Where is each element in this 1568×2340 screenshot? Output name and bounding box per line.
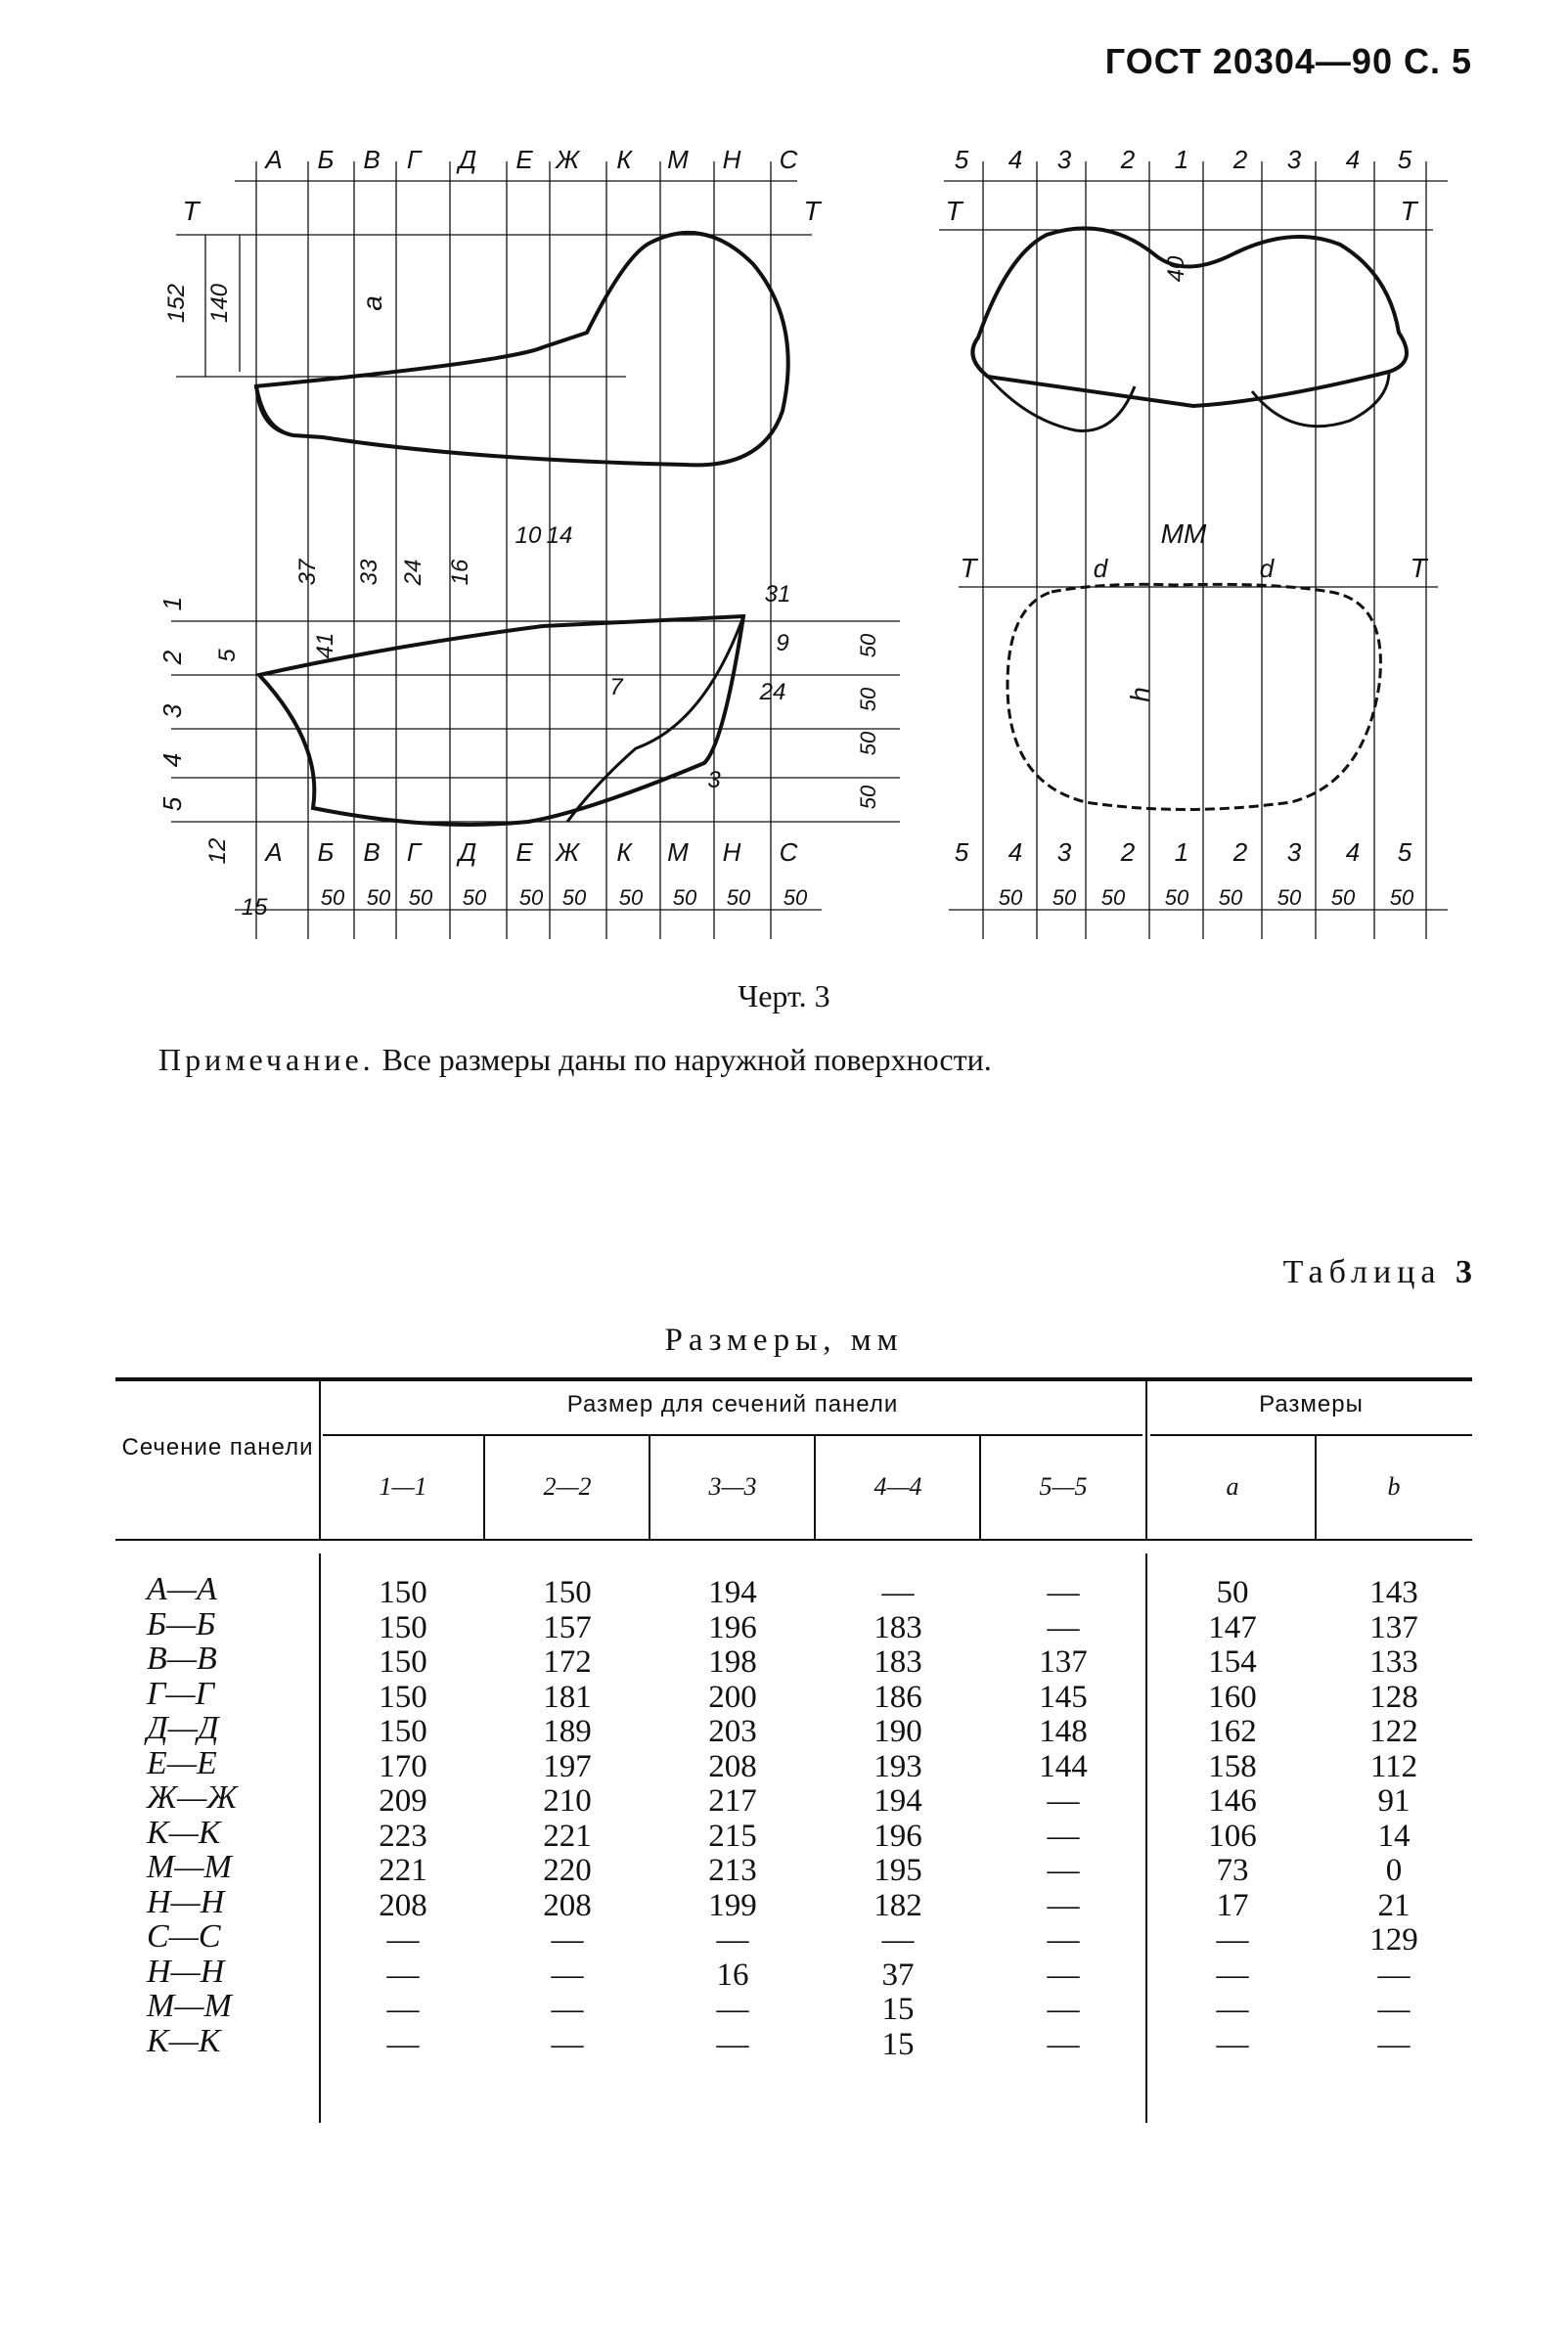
row-number: 2 [157, 650, 187, 665]
dim-24: 24 [759, 679, 786, 705]
table-cell: 200 [708, 1679, 757, 1715]
section-letter-top: Д [458, 145, 477, 174]
figure-caption: Черт. 3 [738, 978, 830, 1013]
col-number-top: 3 [1056, 145, 1072, 174]
col-number-bottom: 3 [1286, 837, 1302, 867]
right-spacing-50: 50 [1218, 885, 1243, 910]
h-label: h [1125, 687, 1155, 702]
T-label-right: Т [803, 196, 821, 226]
dim-3: 3 [707, 767, 721, 793]
table-cell: — [716, 2026, 749, 2062]
table-cell: — [716, 1922, 749, 1958]
dim-top-14: 14 [546, 522, 573, 549]
dim-top-37: 37 [294, 559, 321, 586]
table-cell: 181 [543, 1679, 592, 1715]
row-number: 5 [157, 796, 187, 812]
table-cell: 209 [379, 1783, 427, 1819]
table-row-name: С—С [147, 1918, 221, 1955]
section-letter-top: С [779, 145, 798, 174]
section-letter-top: Б [317, 145, 335, 174]
table-cell: — [1047, 1818, 1080, 1854]
table-cell: — [1047, 2026, 1080, 2062]
table-cell: 37 [881, 1957, 915, 1993]
col-group-sizes: Размеры [1259, 1391, 1364, 1418]
table-cell: — [551, 2026, 584, 2062]
section-letter-top: Е [515, 145, 533, 174]
spacing-50-vert: 50 [856, 687, 880, 712]
table-cell: — [881, 1575, 915, 1610]
col-header-4: 4—4 [874, 1472, 922, 1501]
table-cell: 194 [708, 1575, 757, 1610]
right-spacing-50: 50 [1330, 885, 1356, 910]
table-cell: 193 [874, 1748, 922, 1784]
table-cell: 198 [708, 1644, 757, 1680]
table-cell: 223 [379, 1818, 427, 1854]
table-cell: 14 [1377, 1818, 1411, 1854]
table-row-name: В—В [147, 1641, 217, 1677]
table-cell: 137 [1369, 1609, 1418, 1645]
dim-12: 12 [204, 837, 231, 865]
table-cell: — [386, 1992, 420, 2027]
col-number-bottom: 1 [1174, 837, 1189, 867]
col-number-top: 2 [1120, 145, 1136, 174]
table-cell: — [1047, 1609, 1080, 1645]
table-cell: 112 [1369, 1748, 1418, 1784]
table-cell: 50 [1216, 1575, 1249, 1610]
row-number: 4 [157, 752, 187, 768]
table-cell: 91 [1377, 1783, 1411, 1819]
table-cell: 21 [1377, 1887, 1411, 1923]
d-label-2: d [1259, 554, 1275, 583]
table-cell: 195 [874, 1853, 922, 1888]
table-cell: — [551, 1922, 584, 1958]
col-header-section: Сечение панели [121, 1434, 314, 1461]
table-label-word: Таблица [1282, 1254, 1442, 1290]
table-cell: 15 [881, 2026, 915, 2062]
table-cell: — [551, 1992, 584, 2027]
row-number: 3 [157, 703, 187, 719]
table-cell: 203 [708, 1714, 757, 1749]
table-cell: — [1047, 1957, 1080, 1993]
dim-31: 31 [764, 581, 791, 608]
table-cell: — [716, 1992, 749, 2027]
note-text: Все размеры даны по наружной поверхности. [381, 1042, 992, 1077]
table-cell: — [1047, 1992, 1080, 2027]
table-cell: 148 [1039, 1714, 1088, 1749]
table-cell: 172 [543, 1644, 592, 1680]
col-number-top: 3 [1286, 145, 1302, 174]
d-label-1: d [1093, 554, 1108, 583]
table-cell: 143 [1369, 1575, 1418, 1610]
right-spacing-50: 50 [1389, 885, 1414, 910]
table-cell: 194 [874, 1783, 922, 1819]
table-cell: 122 [1369, 1714, 1418, 1749]
section-letter-bottom: Б [317, 837, 335, 867]
dim-15: 15 [241, 894, 268, 921]
table-row-name: Е—Е [147, 1744, 217, 1781]
table-cell: 217 [708, 1783, 757, 1819]
section-letter-top: Г [406, 145, 422, 174]
table-cell: 183 [874, 1609, 922, 1645]
table-cell: 145 [1039, 1679, 1088, 1715]
table-cell: 146 [1208, 1783, 1257, 1819]
col-number-bottom: 2 [1232, 837, 1248, 867]
spacing-50: 50 [561, 885, 587, 910]
spacing-50: 50 [320, 885, 345, 910]
table-cell: 213 [708, 1853, 757, 1888]
dim-top-16: 16 [447, 559, 473, 586]
table-cell: — [1216, 1992, 1249, 2027]
spacing-50: 50 [672, 885, 697, 910]
col-number-bottom: 2 [1120, 837, 1136, 867]
table-row-name: Н—Н [147, 1953, 225, 1990]
row-number: 1 [157, 596, 187, 611]
table-cell: 128 [1369, 1679, 1418, 1715]
MM-label: ММ [1160, 518, 1207, 549]
spacing-50: 50 [408, 885, 433, 910]
col-number-top: 5 [1397, 145, 1412, 174]
table-cell: 133 [1369, 1644, 1418, 1680]
table-cell: 220 [543, 1853, 592, 1888]
table-cell: — [1377, 2026, 1411, 2062]
table-cell: 186 [874, 1679, 922, 1715]
table-cell: 197 [543, 1748, 592, 1784]
table-cell: — [1216, 2026, 1249, 2062]
table-row-name: Б—Б [147, 1605, 216, 1642]
section-letter-bottom: Е [515, 837, 533, 867]
table-cell: 129 [1369, 1922, 1418, 1958]
right-spacing-50: 50 [998, 885, 1023, 910]
table-cell: 170 [379, 1748, 427, 1784]
table-cell: 182 [874, 1887, 922, 1923]
table-row-name: М—М [147, 1988, 232, 2024]
spacing-50: 50 [618, 885, 644, 910]
table-cell: 0 [1385, 1853, 1403, 1888]
dim-152: 152 [163, 283, 190, 324]
spacing-50-vert: 50 [856, 633, 880, 658]
table-cell: — [551, 1957, 584, 1993]
section-letter-top: Н [722, 145, 741, 174]
table-cell: 189 [543, 1714, 592, 1749]
table-row-name: Г—Г [147, 1675, 214, 1712]
col-number-top: 5 [954, 145, 969, 174]
table-cell: — [1047, 1887, 1080, 1923]
col-header-2: 2—2 [543, 1472, 592, 1501]
T-right-4: Т [1410, 553, 1427, 583]
table-cell: 190 [874, 1714, 922, 1749]
spacing-50: 50 [726, 885, 751, 910]
dim-140: 140 [206, 283, 233, 324]
table-cell: — [386, 1957, 420, 1993]
section-letter-bottom: Д [458, 837, 477, 867]
table-row-name: К—К [147, 2022, 221, 2059]
table-cell: 158 [1208, 1748, 1257, 1784]
section-letter-top: М [667, 145, 689, 174]
table-row-name: М—М [147, 1849, 232, 1885]
table-cell: 160 [1208, 1679, 1257, 1715]
table-cell: 196 [874, 1818, 922, 1854]
note-label: Примечание. [158, 1042, 375, 1077]
col-header-3: 3—3 [708, 1472, 757, 1501]
dim-top-10: 10 [515, 522, 542, 549]
col-header-5: 5—5 [1039, 1472, 1088, 1501]
spacing-50-vert: 50 [856, 731, 880, 756]
table-cell: 150 [543, 1575, 592, 1610]
table-cell: 17 [1216, 1887, 1249, 1923]
section-letter-top: К [616, 145, 632, 174]
table-cell: 73 [1216, 1853, 1249, 1888]
col-number-bottom: 3 [1056, 837, 1072, 867]
table-cell: — [1216, 1922, 1249, 1958]
table-cell: 147 [1208, 1609, 1257, 1645]
table-cell: 208 [379, 1887, 427, 1923]
table-row-name: Ж—Ж [147, 1779, 238, 1816]
dim-9: 9 [776, 630, 789, 656]
section-letter-top: Ж [556, 145, 579, 174]
dim-41: 41 [312, 632, 338, 659]
table-cell: — [1047, 1853, 1080, 1888]
col-number-bottom: 4 [1345, 837, 1361, 867]
table-row-name: Д—Д [147, 1710, 219, 1746]
col-number-bottom: 4 [1008, 837, 1023, 867]
section-letter-bottom: Ж [556, 837, 579, 867]
table-cell: 162 [1208, 1714, 1257, 1749]
section-letter-top: А [265, 145, 283, 174]
col-group-sections: Размер для сечений панели [566, 1391, 899, 1418]
col-number-bottom: 5 [954, 837, 969, 867]
section-letter-bottom: М [667, 837, 689, 867]
table-cell: — [386, 2026, 420, 2062]
col-number-top: 4 [1345, 145, 1361, 174]
right-spacing-50: 50 [1164, 885, 1189, 910]
T-label-left: Т [182, 196, 200, 226]
section-letter-bottom: В [363, 837, 381, 867]
table-cell: 208 [543, 1887, 592, 1923]
table-row-name: А—А [147, 1571, 217, 1607]
dim-5-side: 5 [214, 649, 241, 662]
col-number-top: 4 [1008, 145, 1023, 174]
right-spacing-50: 50 [1052, 885, 1077, 910]
table-cell: 137 [1039, 1644, 1088, 1680]
table-cell: 150 [379, 1714, 427, 1749]
table-cell: — [1377, 1957, 1411, 1993]
spacing-50: 50 [518, 885, 544, 910]
table-cell: 208 [708, 1748, 757, 1784]
table-label-number: 3 [1456, 1254, 1472, 1290]
table-cell: 150 [379, 1644, 427, 1680]
spacing-50: 50 [783, 885, 808, 910]
dim-top-24: 24 [400, 559, 426, 586]
table-row-name: К—К [147, 1814, 221, 1851]
table-cell: — [1377, 1992, 1411, 2027]
table-cell: 221 [379, 1853, 427, 1888]
dim-7: 7 [609, 674, 623, 700]
table-cell: 144 [1039, 1748, 1088, 1784]
table-cell: 150 [379, 1609, 427, 1645]
table-cell: 15 [881, 1992, 915, 2027]
table-cell: 196 [708, 1609, 757, 1645]
table-cell: — [881, 1922, 915, 1958]
table-cell: 221 [543, 1818, 592, 1854]
table-cell: 183 [874, 1644, 922, 1680]
T-right-3: Т [960, 553, 977, 583]
spacing-50: 50 [366, 885, 391, 910]
col-number-bottom: 5 [1397, 837, 1412, 867]
spacing-50: 50 [462, 885, 487, 910]
col-header-size-a: a [1226, 1472, 1239, 1501]
table-cell: 215 [708, 1818, 757, 1854]
section-letter-bottom: С [779, 837, 798, 867]
table-cell: — [1047, 1922, 1080, 1958]
table-title: Размеры, мм [664, 1323, 904, 1358]
T-right-2: Т [1400, 196, 1417, 226]
table-cell: — [386, 1922, 420, 1958]
table-cell: 154 [1208, 1644, 1257, 1680]
table-cell: — [1047, 1575, 1080, 1610]
table-cell: 210 [543, 1783, 592, 1819]
section-letter-bottom: Н [722, 837, 741, 867]
spacing-50-vert: 50 [856, 785, 880, 810]
page-header: ГОСТ 20304—90 С. 5 [1104, 41, 1472, 81]
section-letter-top: В [363, 145, 381, 174]
right-spacing-50: 50 [1100, 885, 1126, 910]
table-cell: 157 [543, 1609, 592, 1645]
table-cell: 150 [379, 1679, 427, 1715]
table-cell: — [1216, 1957, 1249, 1993]
table-cell: 199 [708, 1887, 757, 1923]
table-cell: 106 [1208, 1818, 1257, 1854]
dim-40: 40 [1163, 255, 1189, 283]
dim-top-33: 33 [356, 559, 382, 586]
table-cell: 150 [379, 1575, 427, 1610]
table-cell: — [1047, 1783, 1080, 1819]
col-number-top: 2 [1232, 145, 1248, 174]
section-letter-bottom: А [265, 837, 283, 867]
section-letter-bottom: Г [406, 837, 422, 867]
table-cell: 16 [716, 1957, 749, 1993]
right-spacing-50: 50 [1277, 885, 1302, 910]
col-header-size-b: b [1387, 1472, 1401, 1501]
dim-a-label: a [357, 295, 387, 311]
table-row-name: Н—Н [147, 1883, 225, 1920]
col-header-1: 1—1 [379, 1472, 427, 1501]
col-number-top: 1 [1174, 145, 1189, 174]
T-right-1: Т [945, 196, 963, 226]
section-letter-bottom: К [616, 837, 632, 867]
